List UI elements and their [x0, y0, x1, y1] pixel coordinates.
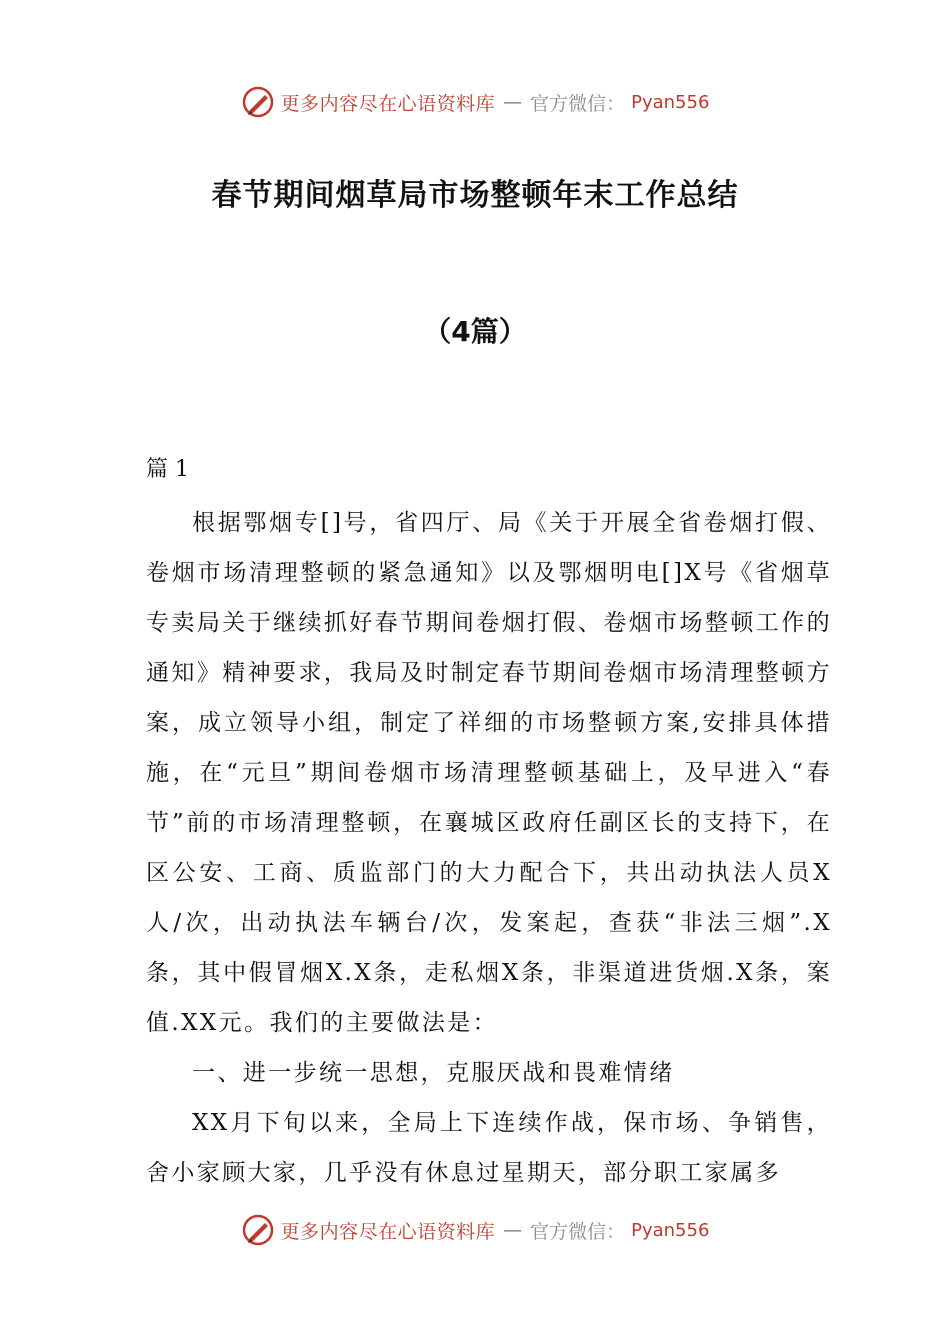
pen-logo-icon: [241, 1213, 275, 1247]
paragraph-heading-1: 一、进一步统一思想，克服厌战和畏难情绪: [192, 1060, 675, 1086]
header-watermark-banner: [0, 80, 950, 124]
banner-wechat-label: 官方微信：: [530, 92, 626, 115]
banner-text: 更多内容尽在心语资料库: [280, 1220, 496, 1243]
pen-logo-icon: [241, 85, 275, 119]
banner-wechat-id: Pyan556: [631, 1219, 710, 1241]
paragraph-intro: 根据鄂烟专[]号，省四厅、局《关于开展全省卷烟打假、卷烟市场清理整顿的紧急通知》以及鄂烟明电[]X号《省烟草专卖局关于继续抓好春节期间卷烟打假、卷烟市场整顿工作的通知》精神要求，我局及时制定春节期间卷烟市场清理整顿方案，成立领导小组，制定了祥细的市场整顿方案,安排具体措施，在“元旦”期间卷烟市场清理整顿基础上，及早进入“春节”前的市场清理整顿，在襄城区政府任副区长的支持下，在区公安、工商、质监部门的大力配合下，共出动执法人员X人/次，出动执法车辆台/次，发案起，查获“非法三烟”.X条，其中假冒烟X.X条，走私烟X条，非渠道进货烟.X条，案值.XX元。我们的主要做法是：: [146, 510, 832, 1036]
banner-text: 更多内容尽在心语资料库: [280, 92, 496, 115]
footer-watermark-banner: [0, 1208, 950, 1252]
section-label: 篇 1: [146, 457, 189, 482]
banner-wechat-label: 官方微信：: [530, 1220, 626, 1243]
banner-dash: —: [503, 91, 523, 113]
banner-wechat-id: Pyan556: [631, 91, 710, 113]
document-body: [146, 450, 832, 1198]
banner-dash: —: [503, 1219, 523, 1241]
document-title: 春节期间烟草局市场整顿年末工作总结: [211, 178, 739, 213]
document-subtitle: （4篇）: [423, 315, 527, 348]
paragraph-body-1: XX月下旬以来，全局上下连续作战，保市场、争销售，舍小家顾大家，几乎没有休息过星期天，部分职工家属多: [146, 1110, 832, 1186]
